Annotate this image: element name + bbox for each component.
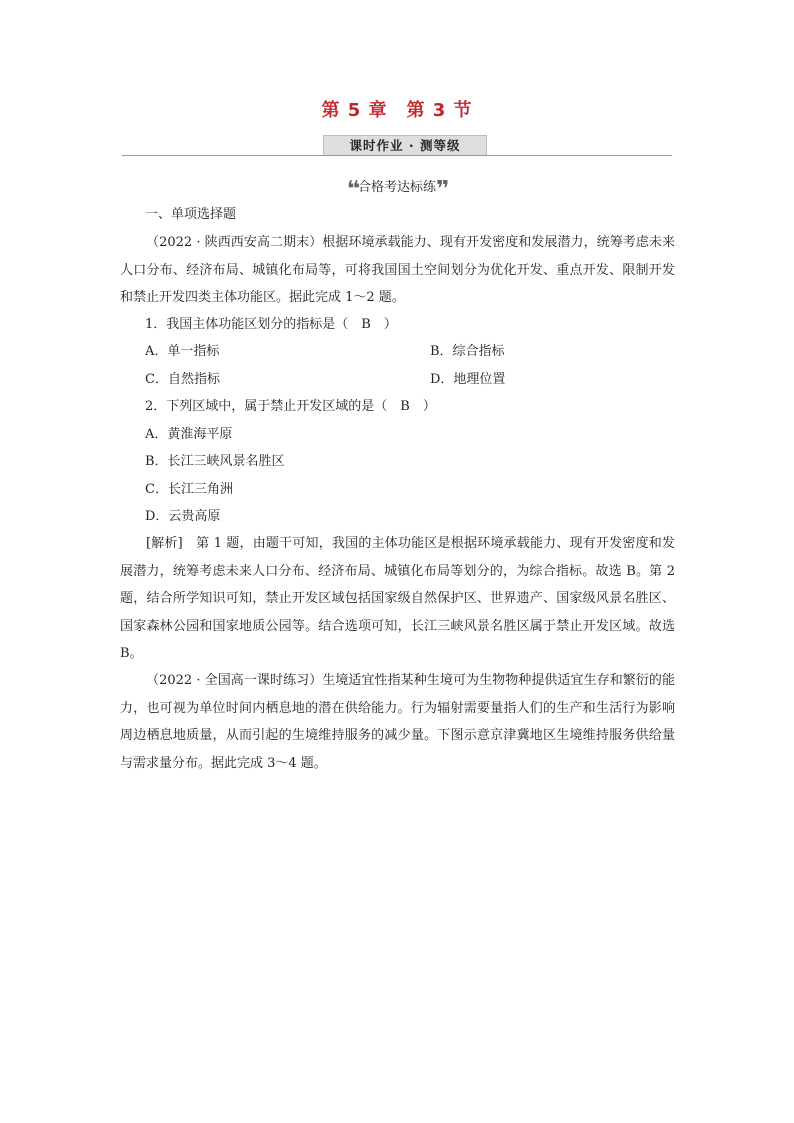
question-2-option-b: B．长江三峡风景名胜区 (145, 454, 285, 469)
question-1-option-a: A．单一指标 (145, 344, 220, 359)
passage-2: （2022 · 全国高一课时练习）生境适宜性指某种生境可为生物物种提供适宜生存和繁衍的能力，也可视为单位时间内栖息地的潜在供给能力。行为辐射需要量指人们的生产和生活行为影响周边栖息地质量，从而引起的生境维持服务的减少量。下图示意京津冀地区生境维持服务供给量与需求量分布。据此完成 3～4 题。 (120, 673, 675, 771)
passage-1: （2022 · 陕西西安高二期末）根据环境承载能力、现有开发密度和发展潜力，统筹考虑未来人口分布、经济布局、城镇化布局等，可将我国国土空间划分为优化开发、重点开发、限制开发和禁止开发四类主体功能区。据此完成 1～2 题。 (120, 235, 675, 305)
question-1-stem: 1．我国主体功能区划分的指标是（ B ） (145, 317, 397, 332)
question-2-option-d: D．云贵高原 (145, 509, 221, 524)
open-quote-icon: ❛❛ (346, 177, 358, 202)
close-quote-icon: ❜❜ (436, 177, 448, 202)
question-2-stem: 2．下列区域中，属于禁止开发区域的是（ B ） (145, 399, 436, 414)
header-divider (122, 155, 672, 156)
question-2-option-a: A．黄淮海平原 (145, 427, 233, 442)
section-heading (0, 176, 794, 202)
analysis-paragraph: [解析] 第 1 题，由题干可知，我国的主体功能区是根据环境承载能力、现有开发密度和发展潜力，统筹考虑未来人口分布、经济布局、城镇化布局等划分的，为综合指标。故选 B。第 2 题，结合所学知识可知，禁止开发区域包括国家级自然保护区、世界遗产、国家级风景名胜区、国家森林公园和国家地质公园等。结合选项可知，长江三峡风景名胜区属于禁止开发区域。故选 B。 (120, 536, 675, 661)
chapter-title: 第 5 章 第 3 节 (321, 100, 473, 121)
question-1-option-b: B．综合指标 (430, 344, 505, 359)
subheading: 一、单项选择题 (145, 207, 237, 222)
question-1-option-d: D．地理位置 (430, 372, 506, 387)
question-2-option-c: C．长江三角洲 (145, 482, 233, 497)
section-heading-label: 合格考达标练 (357, 180, 436, 195)
homework-badge: 课时作业 · 测等级 (323, 135, 487, 156)
question-1-option-c: C．自然指标 (145, 372, 220, 387)
